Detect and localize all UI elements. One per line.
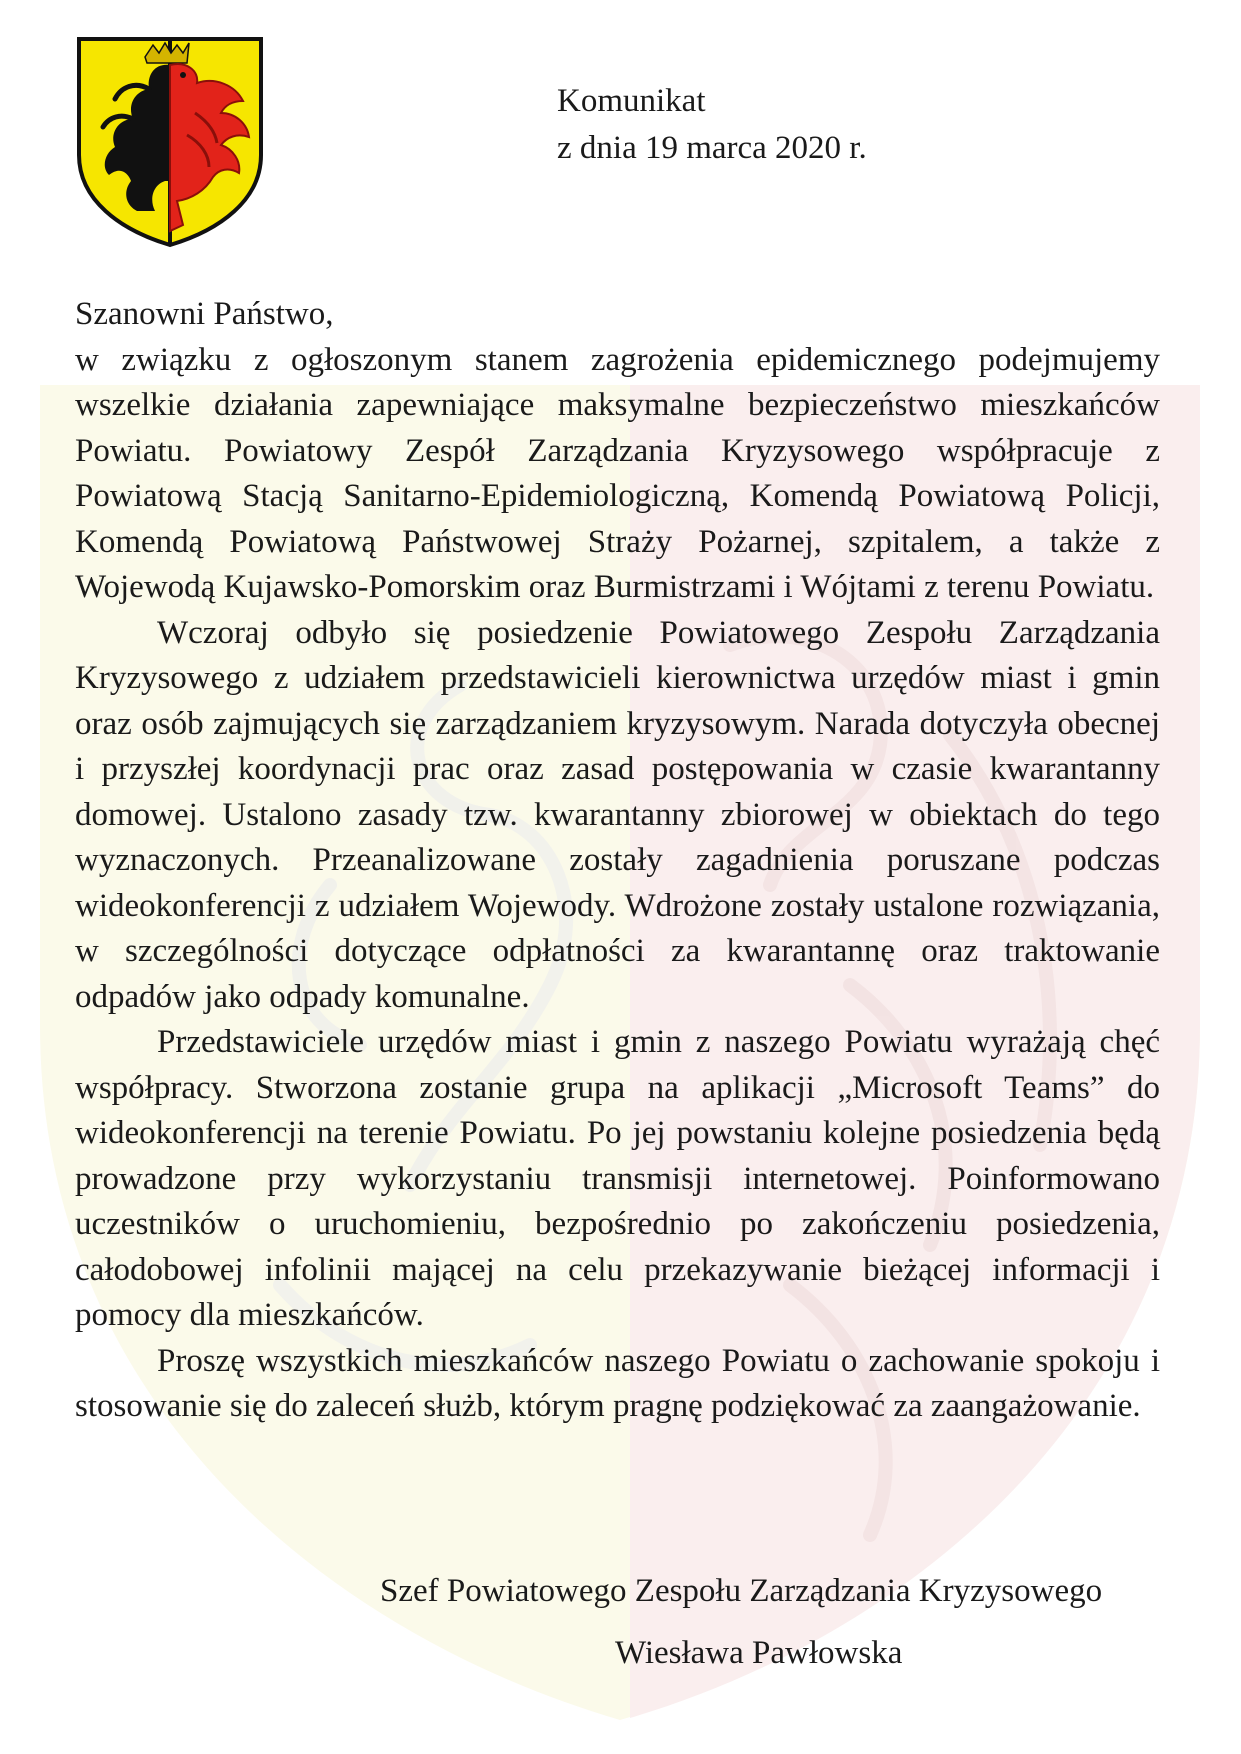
document-date: z dnia 19 marca 2020 r. — [557, 130, 867, 166]
signature-block — [380, 1560, 1102, 1684]
coat-of-arms-icon — [75, 35, 265, 248]
paragraph-3: Przedstawiciele urzędów miast i gmin z naszego Powiatu wyrażają chęć współpracy. Stworzona zostanie grupa na aplikacji „Microsoft Teams” do wideokonferencji na terenie Powiatu. Po jej powstaniu kolejne posiedzenia będą prowadzone przy wykorzystaniu transmisji internetowej. Poinformowano uczestników o uruchomieniu, bezpośrednio po zakończeniu posiedzenia, całodobowej infolinii mającej na celu przekazywanie bieżącej informacji i pomocy dla mieszkańców. — [75, 1024, 1160, 1333]
document-title: Komunikat — [557, 83, 706, 119]
document-header — [557, 78, 867, 172]
paragraph-1: w związku z ogłoszonym stanem zagrożenia epidemicznego podejmujemy wszelkie działania zapewniające maksymalne bezpieczeństwo mieszkańców Powiatu. Powiatowy Zespół Zarządzania Kryzysowego współpracuje z Powiatową Stacją Sanitarno-Epidemiologiczną, Komendą Powiatową Policji, Komendą Powiatową Państwowej Straży Pożarnej, szpitalem, a także z Wojewodą Kujawsko-Pomorskim oraz Burmistrzami i Wójtami z terenu Powiatu. — [75, 341, 1160, 605]
paragraph-4: Proszę wszystkich mieszkańców naszego Powiatu o zachowanie spokoju i stosowanie się do zaleceń służb, którym pragnę podziękować za zaangażowanie. — [75, 1342, 1160, 1424]
letter-body — [75, 292, 1160, 1430]
greeting: Szanowni Państwo, — [75, 296, 334, 332]
signature-name: Wiesława Pawłowska — [615, 1635, 903, 1671]
paragraph-2: Wczoraj odbyło się posiedzenie Powiatowego Zespołu Zarządzania Kryzysowego z udziałem przedstawicieli kierownictwa urzędów miast i gmin oraz osób zajmujących się zarządzaniem kryzysowym. Narada dotyczyła obecnej i przyszłej koordynacji prac oraz zasad postępowania w czasie kwarantanny domowej. Ustalono zasady tzw. kwarantanny zbiorowej w obiektach do tego wyznaczonych. Przeanalizowane zostały zagadnienia poruszane podczas wideokonferencji z udziałem Wojewody. Wdrożone zostały ustalone rozwiązania, w szczególności dotyczące odpłatności za kwarantannę oraz traktowanie odpadów jako odpady komunalne. — [75, 614, 1160, 1015]
signature-role: Szef Powiatowego Zespołu Zarządzania Kryzysowego — [380, 1573, 1103, 1609]
